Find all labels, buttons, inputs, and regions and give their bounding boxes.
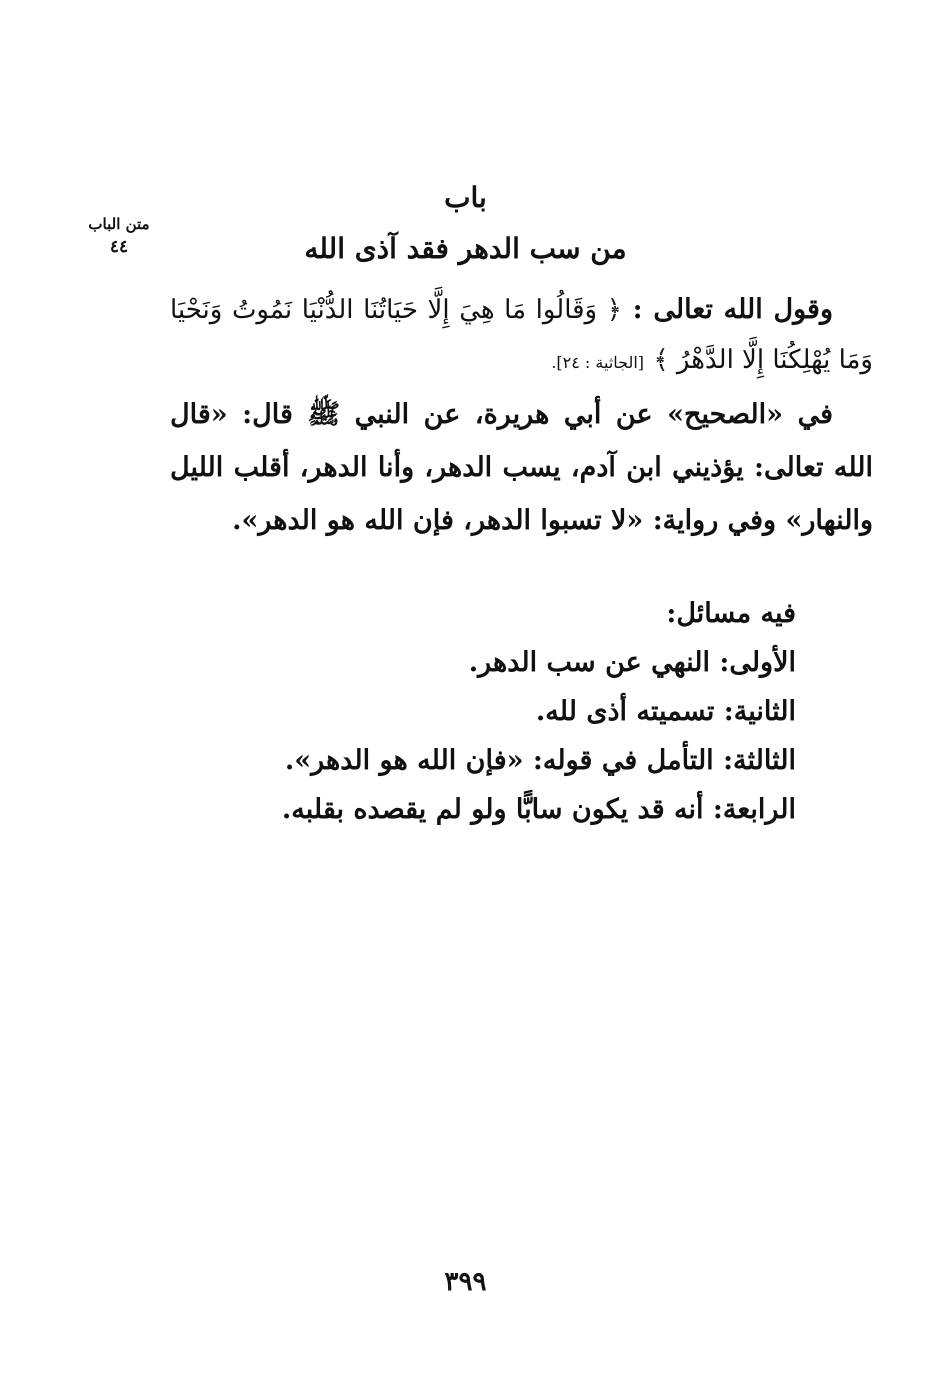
margin-label-title: متن الباب (88, 215, 150, 233)
hadith-text: في «الصحيح» عن أبي هريرة، عن النبي ﷺ قال: «قال الله تعالى: يؤذيني ابن آدم، يسب الدهر، وأنا الدهر، أقلب الليل والنهار» وفي رواية: «لا تسبوا الدهر، فإن الله هو الدهر». (170, 399, 873, 536)
issues-section (170, 589, 796, 834)
verse-reference: [الجاثية : ٢٤]. (551, 353, 645, 372)
intro-lead: وقول الله تعالى : (632, 294, 833, 325)
intro-paragraph (170, 285, 873, 388)
page-number: ٣٩٩ (444, 1267, 487, 1297)
margin-label-number: ٤٤ (109, 237, 129, 257)
issue-item: الرابعة: أنه قد يكون سابًّا ولو لم يقصده بقلبه. (281, 794, 796, 825)
issues-heading: فيه مسائل: (666, 598, 796, 629)
issue-item: الثالثة: التأمل في قوله: «فإن الله هو الدهر». (284, 745, 796, 776)
issue-item: الأولى: النهي عن سب الدهر. (468, 647, 796, 678)
chapter-label: باب (444, 181, 487, 214)
chapter-body (170, 285, 873, 547)
issue-item: الثانية: تسميته أذى لله. (535, 696, 796, 727)
hadith-paragraph (170, 388, 873, 547)
quran-verse: ﴿ وَقَالُوا مَا هِيَ إِلَّا حَيَاتُنَا الدُّنْيَا نَمُوتُ وَنَحْيَا وَمَا يُهْلِكُنَا إِلَّا الدَّهْرُ ﴾ (170, 295, 873, 375)
chapter-title: من سب الدهر فقد آذى الله (304, 232, 627, 265)
